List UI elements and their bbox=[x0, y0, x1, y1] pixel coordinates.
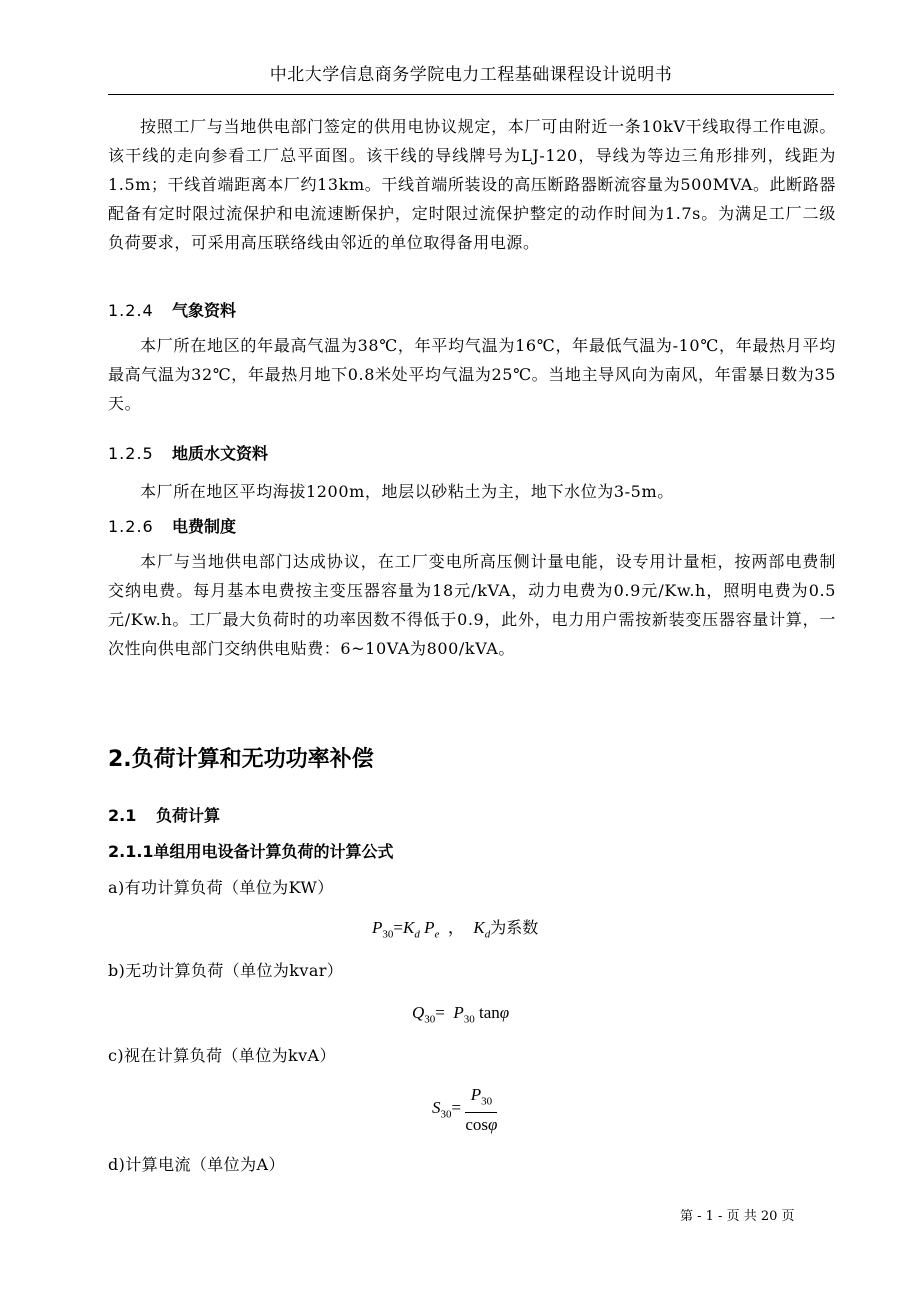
s30-fraction bbox=[465, 1084, 497, 1137]
s30-num: P bbox=[470, 1085, 482, 1104]
formula-q30 bbox=[412, 1001, 509, 1031]
chapter-title: 2.负荷计算和无功功率补偿 bbox=[108, 747, 374, 772]
s30-den-fn: cos bbox=[465, 1115, 489, 1135]
page-header bbox=[108, 60, 834, 95]
q30-eq: = bbox=[435, 1003, 445, 1022]
weather-paragraph: 本厂所在地区的年最高气温为38℃，年平均气温为16℃，年最低气温为-10℃，年最热月平均最高气温为32℃，年最热月地下0.8米处平均气温为25℃。当地主导风向为南风，年雷暴日数为35天。 bbox=[108, 336, 836, 413]
p30-lhs: P bbox=[372, 918, 383, 937]
s30-num-sub: 30 bbox=[481, 1095, 493, 1108]
power-supply-paragraph: 按照工厂与当地供电部门签定的供用电协议规定，本厂可由附近一条10kV干线取得工作电源。该干线的走向参看工厂总平面图。该干线的导线牌号为LJ-120，导线为等边三角形排列，线距为1.5m；干线首端距离本厂约13km。干线首端所装设的高压断路器断流容量为500MVA。此断路器配备有定时限过流保护和电流速断保护，定时限过流保护整定的动作时间为1.7s。为满足工厂二级负荷要求，可采用高压联络线由邻近的单位取得备用电源。 bbox=[108, 117, 836, 252]
q30-lhs-sub: 30 bbox=[424, 1013, 436, 1026]
s30-eq: = bbox=[451, 1097, 462, 1117]
section-title: 负荷计算 bbox=[156, 806, 221, 825]
weather-number: 1.2.4 bbox=[108, 301, 154, 320]
q30-p: P bbox=[453, 1003, 464, 1022]
item-b-label: b)无功计算负荷（单位为kvar） bbox=[108, 961, 344, 980]
p30-p-sub: e bbox=[434, 928, 440, 941]
p30-k-sub: d bbox=[414, 928, 420, 941]
geology-paragraph: 本厂所在地区平均海拔1200m，地层以砂粘土为主，地下水位为3-5m。 bbox=[140, 482, 674, 501]
subsection-title: 2.1.1单组用电设备计算负荷的计算公式 bbox=[108, 842, 394, 861]
q30-fn: tan bbox=[479, 1003, 500, 1022]
geology-number: 1.2.5 bbox=[108, 444, 154, 463]
s30-lhs: S bbox=[432, 1097, 441, 1117]
p30-k2: K bbox=[473, 918, 485, 937]
p30-note: 为系数 bbox=[490, 918, 539, 937]
s30-lhs-sub: 30 bbox=[440, 1107, 452, 1120]
q30-p-sub: 30 bbox=[463, 1013, 475, 1026]
q30-lhs: Q bbox=[412, 1003, 425, 1022]
formula-s30 bbox=[432, 1084, 497, 1137]
geology-title: 地质水文资料 bbox=[172, 444, 269, 463]
item-c-label: c)视在计算负荷（单位为kvA） bbox=[108, 1046, 336, 1065]
header-title: 中北大学信息商务学院电力工程基础课程设计说明书 bbox=[269, 65, 673, 85]
weather-heading bbox=[108, 300, 236, 322]
tariff-number: 1.2.6 bbox=[108, 517, 154, 536]
p30-sep: ， bbox=[447, 918, 465, 937]
geology-heading bbox=[108, 443, 268, 465]
tariff-heading bbox=[108, 516, 236, 538]
p30-k2-sub: d bbox=[484, 928, 491, 941]
formula-p30 bbox=[372, 916, 538, 946]
item-a-label: a)有功计算负荷（单位为KW） bbox=[108, 878, 334, 897]
weather-title: 气象资料 bbox=[172, 301, 237, 320]
item-d-label: d)计算电流（单位为A） bbox=[108, 1155, 285, 1174]
p30-eq: = bbox=[393, 918, 403, 937]
tariff-paragraph: 本厂与当地供电部门达成协议，在工厂变电所高压侧计量电能，设专用计量柜，按两部电费制交纳电费。每月基本电费按主变压器容量为18元/kVA，动力电费为0.9元/Kw.h，照明电费为0.5元/Kw.h。工厂最大负荷时的功率因数不得低于0.9，此外，电力用户需按新装变压器容量计算，一次性向供电部门交纳供电贴费：6~10VA为800/kVA。 bbox=[108, 552, 836, 658]
p30-k: K bbox=[402, 918, 415, 937]
p30-p: P bbox=[424, 918, 435, 937]
section-number: 2.1 bbox=[108, 806, 137, 825]
page-footer: 第 - 1 - 页 共 20 页 bbox=[680, 1209, 795, 1224]
p30-lhs-sub: 30 bbox=[382, 928, 394, 941]
section-heading bbox=[108, 805, 220, 827]
q30-phi: φ bbox=[499, 1003, 510, 1022]
s30-den-phi: φ bbox=[488, 1115, 498, 1135]
tariff-title: 电费制度 bbox=[172, 517, 237, 536]
